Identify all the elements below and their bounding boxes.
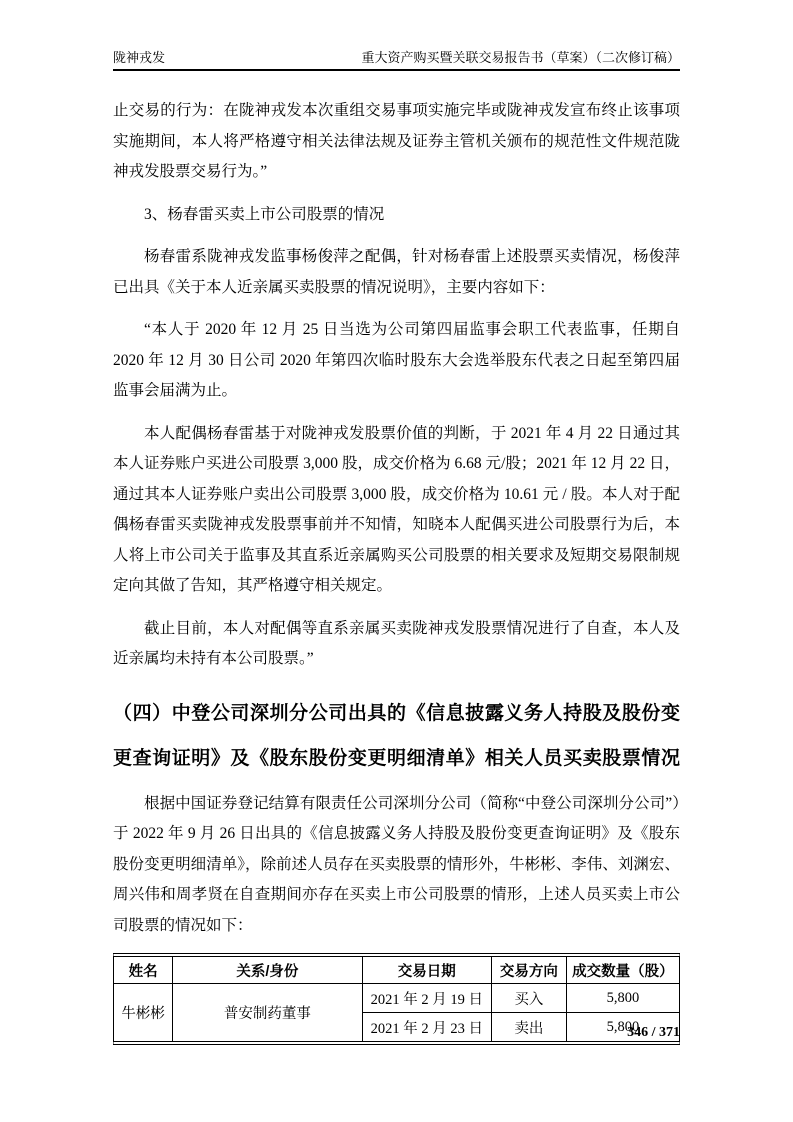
table-row bbox=[114, 984, 679, 1013]
paragraph-quote-selfcheck: 截止目前，本人对配偶等直系亲属买卖陇神戎发股票情况进行了自查，本人及近亲属均未持有本公司股票。” bbox=[113, 619, 680, 667]
table-cell-quantity: 5,800 bbox=[566, 984, 679, 1013]
table-header-quantity: 成交数量（股） bbox=[566, 957, 679, 984]
table-header-row bbox=[114, 957, 679, 984]
table-cell-quantity: 5,800 bbox=[566, 1013, 679, 1042]
table-cell-direction: 买入 bbox=[492, 984, 567, 1013]
table-header-relation: 关系/身份 bbox=[173, 957, 362, 984]
table-header-date: 交易日期 bbox=[362, 957, 492, 984]
table-header-direction: 交易方向 bbox=[492, 957, 567, 984]
table-header-name: 姓名 bbox=[114, 957, 173, 984]
page-number: 346 / 371 bbox=[627, 1025, 680, 1040]
trades-table bbox=[114, 957, 679, 1041]
table-cell-relation: 普安制药董事 bbox=[173, 984, 362, 1042]
paragraph-quote-election: “本人于 2020 年 12 月 25 日当选为公司第四届监事会职工代表监事，任期自 2020 年 12 月 30 日公司 2020 年第四次临时股东大会选举股东代表之日起至第四届监事会届满为止。 bbox=[113, 321, 680, 399]
header-report-title: 重大资产购买暨关联交易报告书（草案）（二次修订稿） bbox=[361, 50, 680, 65]
subsection-heading-3: 3、杨春雷买卖上市公司股票的情况 bbox=[144, 205, 385, 223]
document-body bbox=[113, 96, 680, 1045]
section-heading-4: （四）中登公司深圳分公司出具的《信息披露义务人持股及股份变更查询证明》及《股东股份变更明细清单》相关人员买卖股票情况 bbox=[113, 702, 680, 769]
header-company-name: 陇神戎发 bbox=[113, 50, 166, 65]
paragraph-spouse-statement-intro: 杨春雷系陇神戎发监事杨俊萍之配偶，针对杨春雷上述股票买卖情况，杨俊萍已出具《关于本人近亲属买卖股票的情况说明》，主要内容如下： bbox=[113, 248, 680, 296]
paragraph-quote-trades: 本人配偶杨春雷基于对陇神戎发股票价值的判断，于 2021 年 4 月 22 日通过其本人证券账户买进公司股票 3,000 股，成交价格为 6.68 元/股；2021 年 12 月 22 日，通过其本人证券账户卖出公司股票 3,000 股，成交价格为 10.61 元 / 股。本人对于配偶杨春雷买卖陇神戎发股票事前并不知情，知晓本人配偶买进公司股票行为后，本人将上市公司关于监事及其直系近亲属购买公司股票的相关要求及短期交易限制规定向其做了告知，其严格遵守相关规定。 bbox=[113, 424, 680, 594]
paragraph-continuation: 止交易的行为：在陇神戎发本次重组交易事项实施完毕或陇神戎发宣布终止该事项实施期间，本人将严格遵守相关法律法规及证券主管机关颁布的规范性文件规范陇神戎发股票交易行为。” bbox=[113, 102, 680, 180]
table-cell-date: 2021 年 2 月 19 日 bbox=[362, 984, 492, 1013]
table-cell-name: 牛彬彬 bbox=[114, 984, 173, 1042]
table-cell-date: 2021 年 2 月 23 日 bbox=[362, 1013, 492, 1042]
table-cell-direction: 卖出 bbox=[492, 1013, 567, 1042]
trades-table-wrapper bbox=[113, 953, 680, 1045]
page-header bbox=[113, 50, 680, 71]
paragraph-csdc-certificate: 根据中国证券登记结算有限责任公司深圳分公司（简称“中登公司深圳分公司”）于 2022 年 9 月 26 日出具的《信息披露义务人持股及股份变更查询证明》及《股东股份变更明细清单》，除前述人员存在买卖股票的情形外，牛彬彬、李伟、刘渊宏、周兴伟和周孝贤在自查期间亦存在买卖上市公司股票的情形，上述人员买卖上市公司股票的情况如下： bbox=[113, 794, 680, 934]
